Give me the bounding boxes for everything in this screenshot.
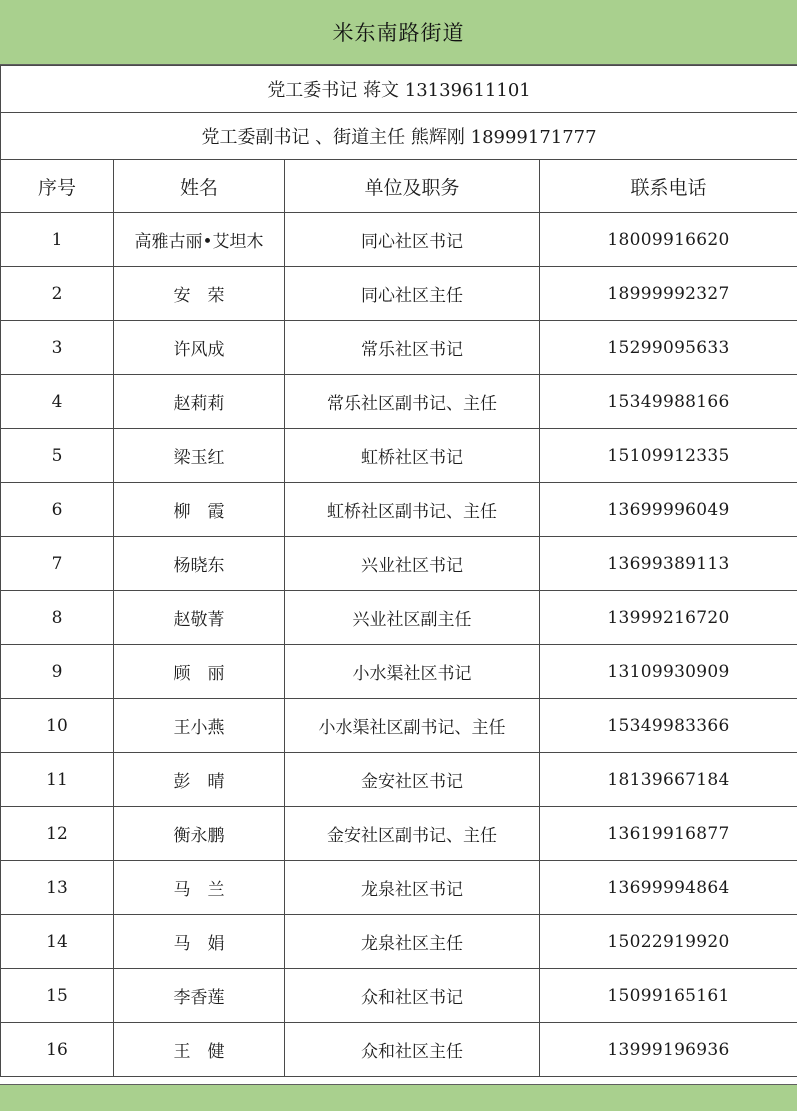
table-row [1, 591, 797, 645]
table-row [1, 645, 797, 699]
table-row [1, 699, 797, 753]
row-name: 马 娟 [114, 915, 285, 969]
row-name: 梁玉红 [114, 429, 285, 483]
column-header-no: 序号 [1, 160, 114, 213]
row-position: 金安社区副书记、主任 [285, 807, 540, 861]
table-row [1, 1023, 797, 1077]
row-phone: 13999196936 [540, 1023, 797, 1077]
row-phone: 18999992327 [540, 267, 797, 321]
table-row [1, 429, 797, 483]
row-phone: 13699389113 [540, 537, 797, 591]
row-number: 3 [1, 321, 114, 375]
table-row [1, 375, 797, 429]
table-row [1, 915, 797, 969]
page-title: 米东南路街道 [333, 17, 465, 47]
row-position: 兴业社区副主任 [285, 591, 540, 645]
row-position: 众和社区书记 [285, 969, 540, 1023]
row-position: 小水渠社区副书记、主任 [285, 699, 540, 753]
row-phone: 15109912335 [540, 429, 797, 483]
row-name: 许风成 [114, 321, 285, 375]
row-position: 小水渠社区书记 [285, 645, 540, 699]
row-position: 虹桥社区副书记、主任 [285, 483, 540, 537]
row-position: 常乐社区副书记、主任 [285, 375, 540, 429]
table-row [1, 861, 797, 915]
row-name: 柳 霞 [114, 483, 285, 537]
row-name: 杨晓东 [114, 537, 285, 591]
row-number: 10 [1, 699, 114, 753]
row-position: 常乐社区书记 [285, 321, 540, 375]
row-position: 同心社区主任 [285, 267, 540, 321]
row-phone: 15099165161 [540, 969, 797, 1023]
header-band [0, 0, 797, 65]
table-row [1, 753, 797, 807]
contact-table [0, 65, 797, 1077]
row-number: 7 [1, 537, 114, 591]
column-header-row [1, 160, 797, 213]
row-number: 11 [1, 753, 114, 807]
row-name: 赵莉莉 [114, 375, 285, 429]
row-phone: 13999216720 [540, 591, 797, 645]
row-position: 龙泉社区书记 [285, 861, 540, 915]
footer-band [0, 1084, 797, 1111]
row-number: 2 [1, 267, 114, 321]
row-name: 彭 晴 [114, 753, 285, 807]
row-position: 虹桥社区书记 [285, 429, 540, 483]
deputy-row [1, 113, 797, 160]
secretary-line: 党工委书记 蒋文 13139611101 [1, 66, 797, 113]
row-phone: 15299095633 [540, 321, 797, 375]
row-number: 9 [1, 645, 114, 699]
row-number: 14 [1, 915, 114, 969]
column-header-phone: 联系电话 [540, 160, 797, 213]
row-phone: 15022919920 [540, 915, 797, 969]
table-row [1, 213, 797, 267]
row-name: 王小燕 [114, 699, 285, 753]
row-phone: 15349988166 [540, 375, 797, 429]
row-name: 李香莲 [114, 969, 285, 1023]
row-name: 高雅古丽•艾坦木 [114, 213, 285, 267]
row-number: 5 [1, 429, 114, 483]
row-name: 马 兰 [114, 861, 285, 915]
row-name: 王 健 [114, 1023, 285, 1077]
row-number: 1 [1, 213, 114, 267]
row-name: 衡永鹏 [114, 807, 285, 861]
row-number: 15 [1, 969, 114, 1023]
row-number: 4 [1, 375, 114, 429]
row-position: 兴业社区书记 [285, 537, 540, 591]
row-position: 同心社区书记 [285, 213, 540, 267]
row-phone: 18139667184 [540, 753, 797, 807]
table-row [1, 321, 797, 375]
table-row [1, 267, 797, 321]
row-name: 赵敬菁 [114, 591, 285, 645]
row-number: 13 [1, 861, 114, 915]
row-position: 金安社区书记 [285, 753, 540, 807]
table-row [1, 969, 797, 1023]
row-position: 众和社区主任 [285, 1023, 540, 1077]
row-phone: 15349983366 [540, 699, 797, 753]
table-row [1, 807, 797, 861]
table-row [1, 483, 797, 537]
row-number: 8 [1, 591, 114, 645]
row-position: 龙泉社区主任 [285, 915, 540, 969]
row-name: 安 荣 [114, 267, 285, 321]
row-number: 6 [1, 483, 114, 537]
row-number: 12 [1, 807, 114, 861]
row-name: 顾 丽 [114, 645, 285, 699]
row-number: 16 [1, 1023, 114, 1077]
row-phone: 13699996049 [540, 483, 797, 537]
column-header-position: 单位及职务 [285, 160, 540, 213]
deputy-line: 党工委副书记 、街道主任 熊辉刚 18999171777 [1, 113, 797, 160]
row-phone: 13699994864 [540, 861, 797, 915]
row-phone: 18009916620 [540, 213, 797, 267]
row-phone: 13109930909 [540, 645, 797, 699]
column-header-name: 姓名 [114, 160, 285, 213]
row-phone: 13619916877 [540, 807, 797, 861]
secretary-row [1, 66, 797, 113]
table-row [1, 537, 797, 591]
